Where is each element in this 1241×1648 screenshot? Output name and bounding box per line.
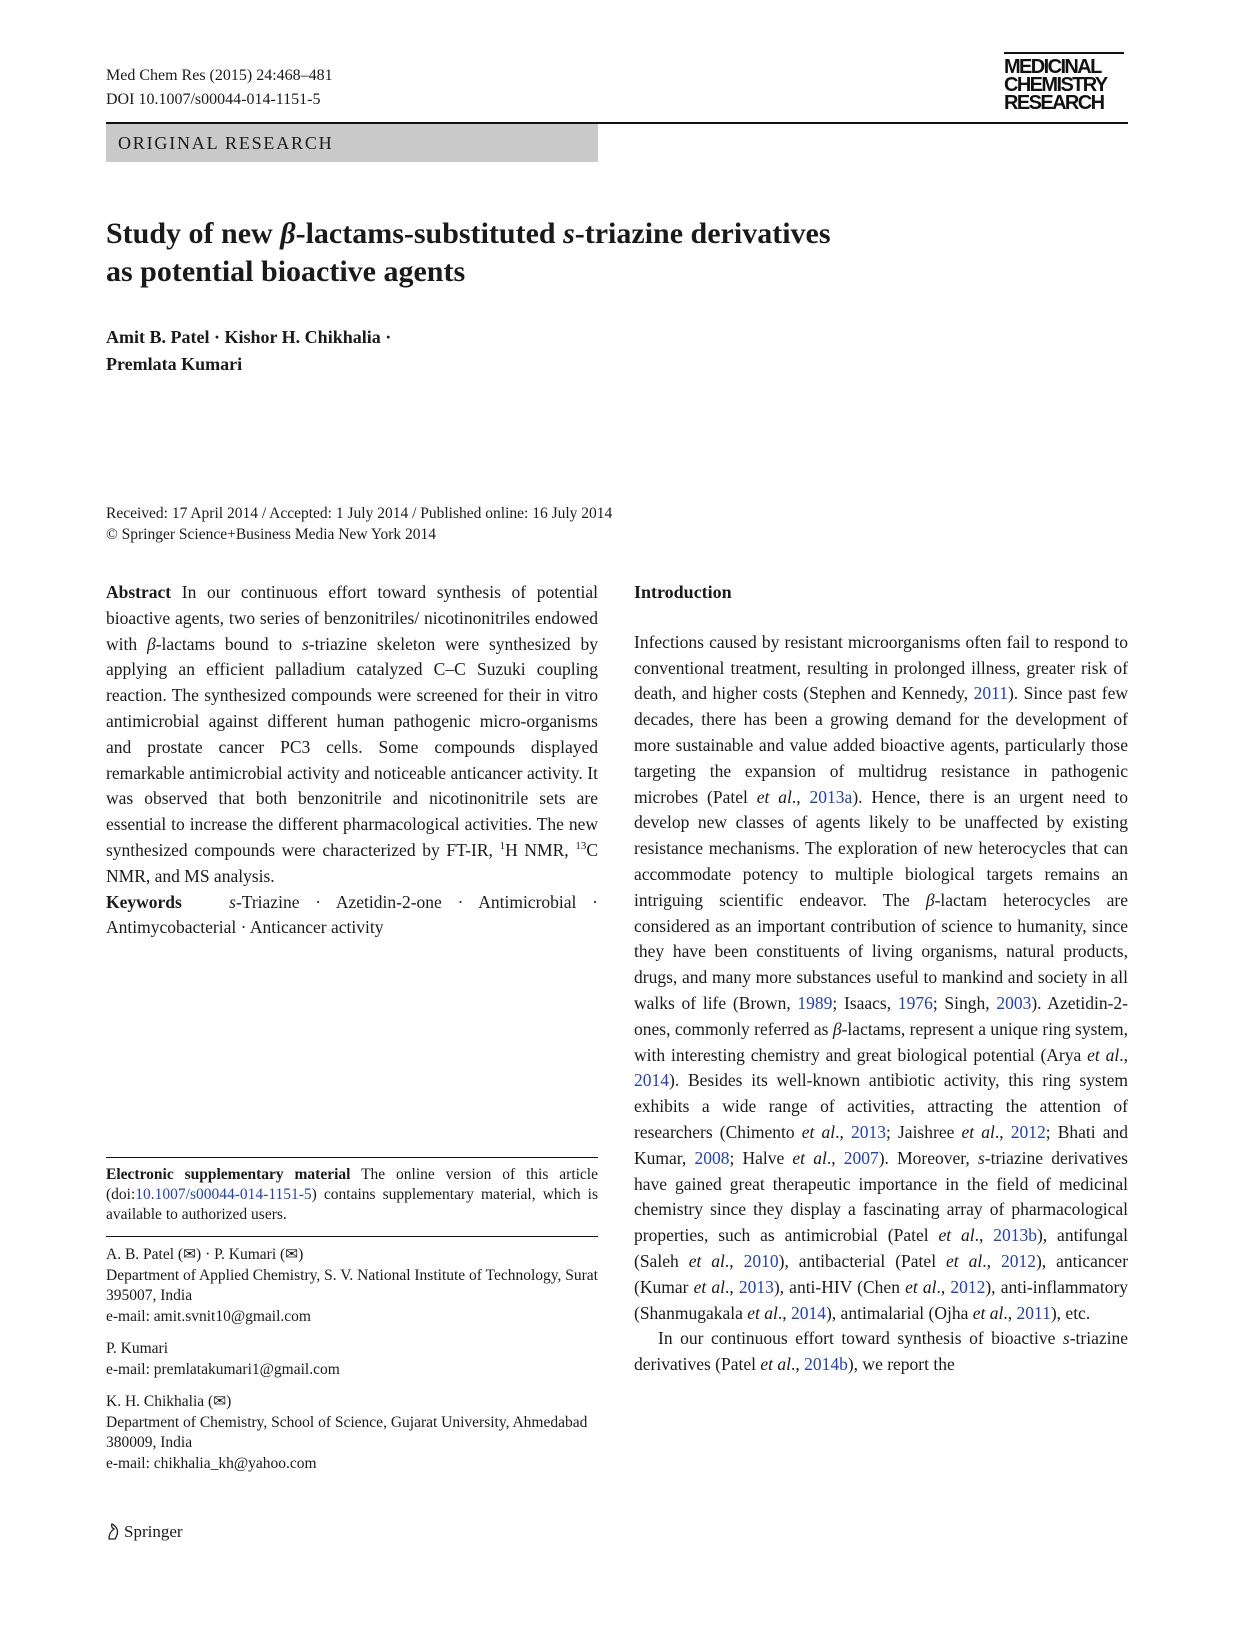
logo-line-3: RESEARCH (1004, 92, 1104, 114)
sup-1: 1 (499, 840, 506, 853)
et-al: et al (961, 1121, 995, 1142)
et-al: et al (938, 1225, 975, 1246)
intro-text: ., (835, 1121, 852, 1142)
ref-link[interactable]: 2012 (950, 1276, 986, 1297)
journal-citation-block (106, 64, 333, 112)
intro-text: ), anti-inflammatory (Shanmugakala (634, 1276, 1129, 1323)
intro-text: ., (724, 1276, 739, 1297)
intro-text: ., (936, 1276, 951, 1297)
logo-line-2: CHEMISTRY (1004, 74, 1107, 96)
intro-text: In our continuous effort toward synthesis of bioactive (658, 1328, 1063, 1349)
intro-text: ; Singh, (932, 992, 997, 1013)
intro-text: ; Isaacs, (832, 992, 898, 1013)
ref-link[interactable]: 2013 (738, 1276, 774, 1297)
intro-text: ., (777, 1302, 791, 1323)
ref-link[interactable]: 2013b (993, 1225, 1037, 1246)
intro-text: ., (1003, 1302, 1017, 1323)
keywords-heading: Keywords (106, 891, 182, 912)
address-email[interactable]: e-mail: premlatakumari1@gmail.com (106, 1360, 340, 1378)
intro-text: ; Halve (729, 1147, 793, 1168)
keyword-2: Azetidin-2-one (335, 891, 442, 912)
intro-text: -triazine derivatives have gained great therapeutic importance in the field of medicinal chemistry since they display a fascinating array of pharmacological properties, such as antimicrobial (Patel (634, 1147, 1128, 1246)
intro-text: ). Azetidin-2-ones, commonly referred as (634, 992, 1128, 1039)
introduction-heading: Introduction (634, 582, 732, 602)
abstract-text: H NMR, (505, 839, 576, 860)
sup-13: 13 (575, 840, 587, 853)
et-al: et al (756, 786, 792, 807)
intro-text: ). Moreover, (878, 1147, 978, 1168)
address-email[interactable]: e-mail: chikhalia_kh@yahoo.com (106, 1454, 317, 1472)
address-email[interactable]: e-mail: amit.svnit10@gmail.com (106, 1307, 311, 1325)
intro-paragraph-2 (634, 1326, 1128, 1378)
intro-text: Infections caused by resistant microorganisms often fail to respond to conventional treatment, resulting in prolonged illness, greater risk of death, and higher costs (Stephen and Kennedy, (634, 631, 1128, 704)
ref-link[interactable]: 2008 (694, 1147, 730, 1168)
intro-text: ), antibacterial (Patel (778, 1250, 947, 1271)
ref-link[interactable]: 2007 (843, 1147, 879, 1168)
ref-link[interactable]: 2003 (996, 992, 1032, 1013)
intro-text: ), anti-HIV (Chen (773, 1276, 906, 1297)
intro-text: ., (790, 1354, 805, 1375)
author-separator: · (380, 327, 392, 347)
address-affiliation: Department of Chemistry, School of Science, Gujarat University, Ahmedabad 380009, India (106, 1413, 588, 1451)
abstract-text: -triazine skeleton were synthesized by applying an efficient palladium catalyzed C–C Suzuki coupling reaction. The synthesized compounds were screened for their in vitro antimicrobial against different human pathogenic micro-organisms and prostate cancer PC3 cells. Some compounds displayed remarkable antimicrobial activity and noticeable anticancer activity. It was observed that both benzonitrile and nicotinonitrile sets are essential to increase the different pharmacological activities. The new synthesized compounds were characterized by FT-IR, (106, 633, 598, 860)
author-2: Kishor H. Chikhalia (224, 327, 381, 347)
intro-s: s (1062, 1328, 1070, 1349)
address-block-1 (106, 1245, 598, 1327)
et-al: et al (760, 1354, 791, 1375)
page-footer (106, 1522, 183, 1542)
et-al: et al (905, 1276, 937, 1297)
ref-link[interactable]: 2014 (790, 1302, 826, 1323)
ref-link[interactable]: 1976 (897, 992, 933, 1013)
title-s: s (563, 217, 575, 250)
author-separator: · (209, 327, 225, 347)
address-names: P. Kumari (106, 1340, 168, 1357)
et-al: et al (792, 1147, 827, 1168)
abstract-text: In our continuous effort toward synthesis of potential bioactive agents, two series of benzonitriles/ nicotinonitriles endowed with (106, 582, 598, 654)
keyword-sep: · (299, 891, 336, 912)
keyword-sep: · (441, 891, 479, 912)
intro-text: ; Jaishree (886, 1121, 962, 1142)
intro-text: -lactam heterocycles are considered as an important contribution of science to humanity, since they have been constituents of living organisms, natural products, drugs, and many more substances useful to mankind and society in all walks of life (Brown, (634, 889, 1128, 1013)
intro-text: ), etc. (1050, 1302, 1091, 1323)
address-names: A. B. Patel (✉) · P. Kumari (✉) (106, 1246, 304, 1263)
title-line-2: as potential bioactive agents (106, 255, 466, 288)
keyword-s: s (229, 891, 236, 912)
article-title (106, 215, 1006, 291)
abstract-section (106, 580, 598, 941)
author-1: Amit B. Patel (106, 327, 210, 347)
ref-link[interactable]: 2010 (743, 1250, 779, 1271)
abstract-s: s (301, 633, 309, 654)
intro-text: ., (982, 1250, 1001, 1271)
publisher-name: Springer (124, 1522, 183, 1541)
et-al: et al (688, 1250, 725, 1271)
et-al: et al (972, 1302, 1004, 1323)
ref-link[interactable]: 2013 (851, 1121, 887, 1142)
keyword-sep: · (576, 891, 599, 912)
intro-text: ., (1119, 1044, 1128, 1065)
keyword-4: Antimycobacterial (106, 917, 237, 938)
intro-text: ; Bhati and Kumar, (634, 1121, 1128, 1168)
introduction-section (634, 580, 1128, 1378)
intro-text: ., (791, 786, 810, 807)
ref-link[interactable]: 2011 (973, 683, 1008, 704)
address-affiliation: Department of Applied Chemistry, S. V. National Institute of Technology, Surat 395007, India (106, 1266, 598, 1304)
title-part: -lactams-substituted (295, 217, 564, 250)
supplementary-note (106, 1165, 598, 1225)
abstract-paragraph (106, 580, 598, 890)
ref-link[interactable]: 2011 (1016, 1302, 1051, 1323)
supplementary-text: ) contains supplementary material, which is available to authorized users. (106, 1186, 598, 1223)
intro-beta: β (925, 889, 935, 910)
author-3: Premlata Kumari (106, 354, 243, 374)
keyword-sep: · (236, 917, 250, 938)
intro-text: ., (724, 1250, 744, 1271)
keywords-paragraph (106, 890, 598, 942)
supplementary-heading: Electronic supplementary material (106, 1166, 351, 1183)
intro-text: ., (974, 1225, 994, 1246)
supplementary-text: The online version of this article (doi: (106, 1166, 598, 1203)
abstract-beta: β (146, 633, 156, 654)
et-al: et al (1087, 1044, 1120, 1065)
et-al: et al (801, 1121, 836, 1142)
ref-link[interactable]: 2014b (804, 1354, 848, 1375)
supplementary-rule (106, 1157, 598, 1158)
et-al: et al (946, 1250, 983, 1271)
ref-link[interactable]: 2012 (1010, 1121, 1046, 1142)
logo-bar (1004, 52, 1124, 54)
abstract-text: -lactams bound to (155, 633, 302, 654)
publication-dates (106, 503, 806, 545)
intro-text: -triazine derivatives (Patel (634, 1328, 1128, 1375)
author-list (106, 324, 566, 378)
ref-link[interactable]: 2012 (1000, 1250, 1036, 1271)
intro-text: ). Besides its well-known antibiotic activity, this ring system exhibits a wide range of activities, attracting the attention of researchers (Chimento (634, 1070, 1128, 1142)
intro-text: ), anticancer (Kumar (634, 1250, 1129, 1297)
abstract-text: C NMR, and MS analysis. (106, 839, 598, 886)
intro-beta: β (832, 1018, 842, 1039)
intro-text: ), antimalarial (Ojha (825, 1302, 973, 1323)
keyword-1: -Triazine (235, 891, 300, 912)
intro-text: ., (994, 1121, 1011, 1142)
intro-text: ). Since past few decades, there has been a growing demand for the development of more sustainable and value added bioactive agents, particularly those targeting the expansion of multidrug resistance in pathogenic microbes (Patel (634, 683, 1128, 807)
intro-text: ., (826, 1147, 844, 1168)
dates-line: Received: 17 April 2014 / Accepted: 1 July 2014 / Published online: 16 July 2014 (106, 505, 613, 522)
journal-doi: DOI 10.1007/s00044-014-1151-5 (106, 91, 321, 108)
springer-horse-icon (106, 1522, 120, 1540)
supplementary-doi-link[interactable]: 10.1007/s00044-014-1151-5 (135, 1186, 312, 1203)
keyword-3: Antimicrobial (478, 891, 577, 912)
intro-paragraph-1 (634, 630, 1128, 1327)
address-names: K. H. Chikhalia (✉) (106, 1393, 232, 1410)
intro-text: ), we report the (847, 1354, 955, 1375)
address-block-2 (106, 1339, 598, 1380)
intro-s: s (977, 1147, 985, 1168)
copyright-line: © Springer Science+Business Media New York 2014 (106, 526, 437, 543)
ref-link[interactable]: 2013a (809, 786, 853, 807)
title-part: Study of new (106, 217, 281, 250)
ref-link[interactable]: 2014 (634, 1070, 669, 1091)
journal-citation: Med Chem Res (2015) 24:468–481 (106, 67, 333, 84)
et-al: et al (747, 1302, 778, 1323)
logo-line-1: MEDICINAL (1004, 56, 1101, 78)
keyword-5: Anticancer activity (249, 917, 384, 938)
intro-text: ). Hence, there is an urgent need to develop new classes of agents likely to be unaffected by existing resistance mechanisms. The exploration of new heterocycles that can accommodate potency to multiple biological targets remains an intriguing scientific endeavor. The (634, 786, 1128, 910)
journal-logo (1004, 52, 1128, 112)
address-rule (106, 1236, 598, 1237)
abstract-heading: Abstract (106, 582, 172, 602)
title-beta: β (280, 217, 296, 250)
ref-link[interactable]: 1989 (797, 992, 833, 1013)
et-al: et al (693, 1276, 725, 1297)
intro-text: ), antifungal (Saleh (634, 1225, 1129, 1271)
section-tag: ORIGINAL RESEARCH (106, 124, 598, 162)
intro-text: -lactams, represent a unique ring system, with interesting chemistry and great biological potential (Arya (634, 1018, 1129, 1065)
author-addresses (106, 1245, 598, 1486)
address-block-3 (106, 1392, 598, 1474)
title-part: -triazine derivatives (574, 217, 831, 250)
